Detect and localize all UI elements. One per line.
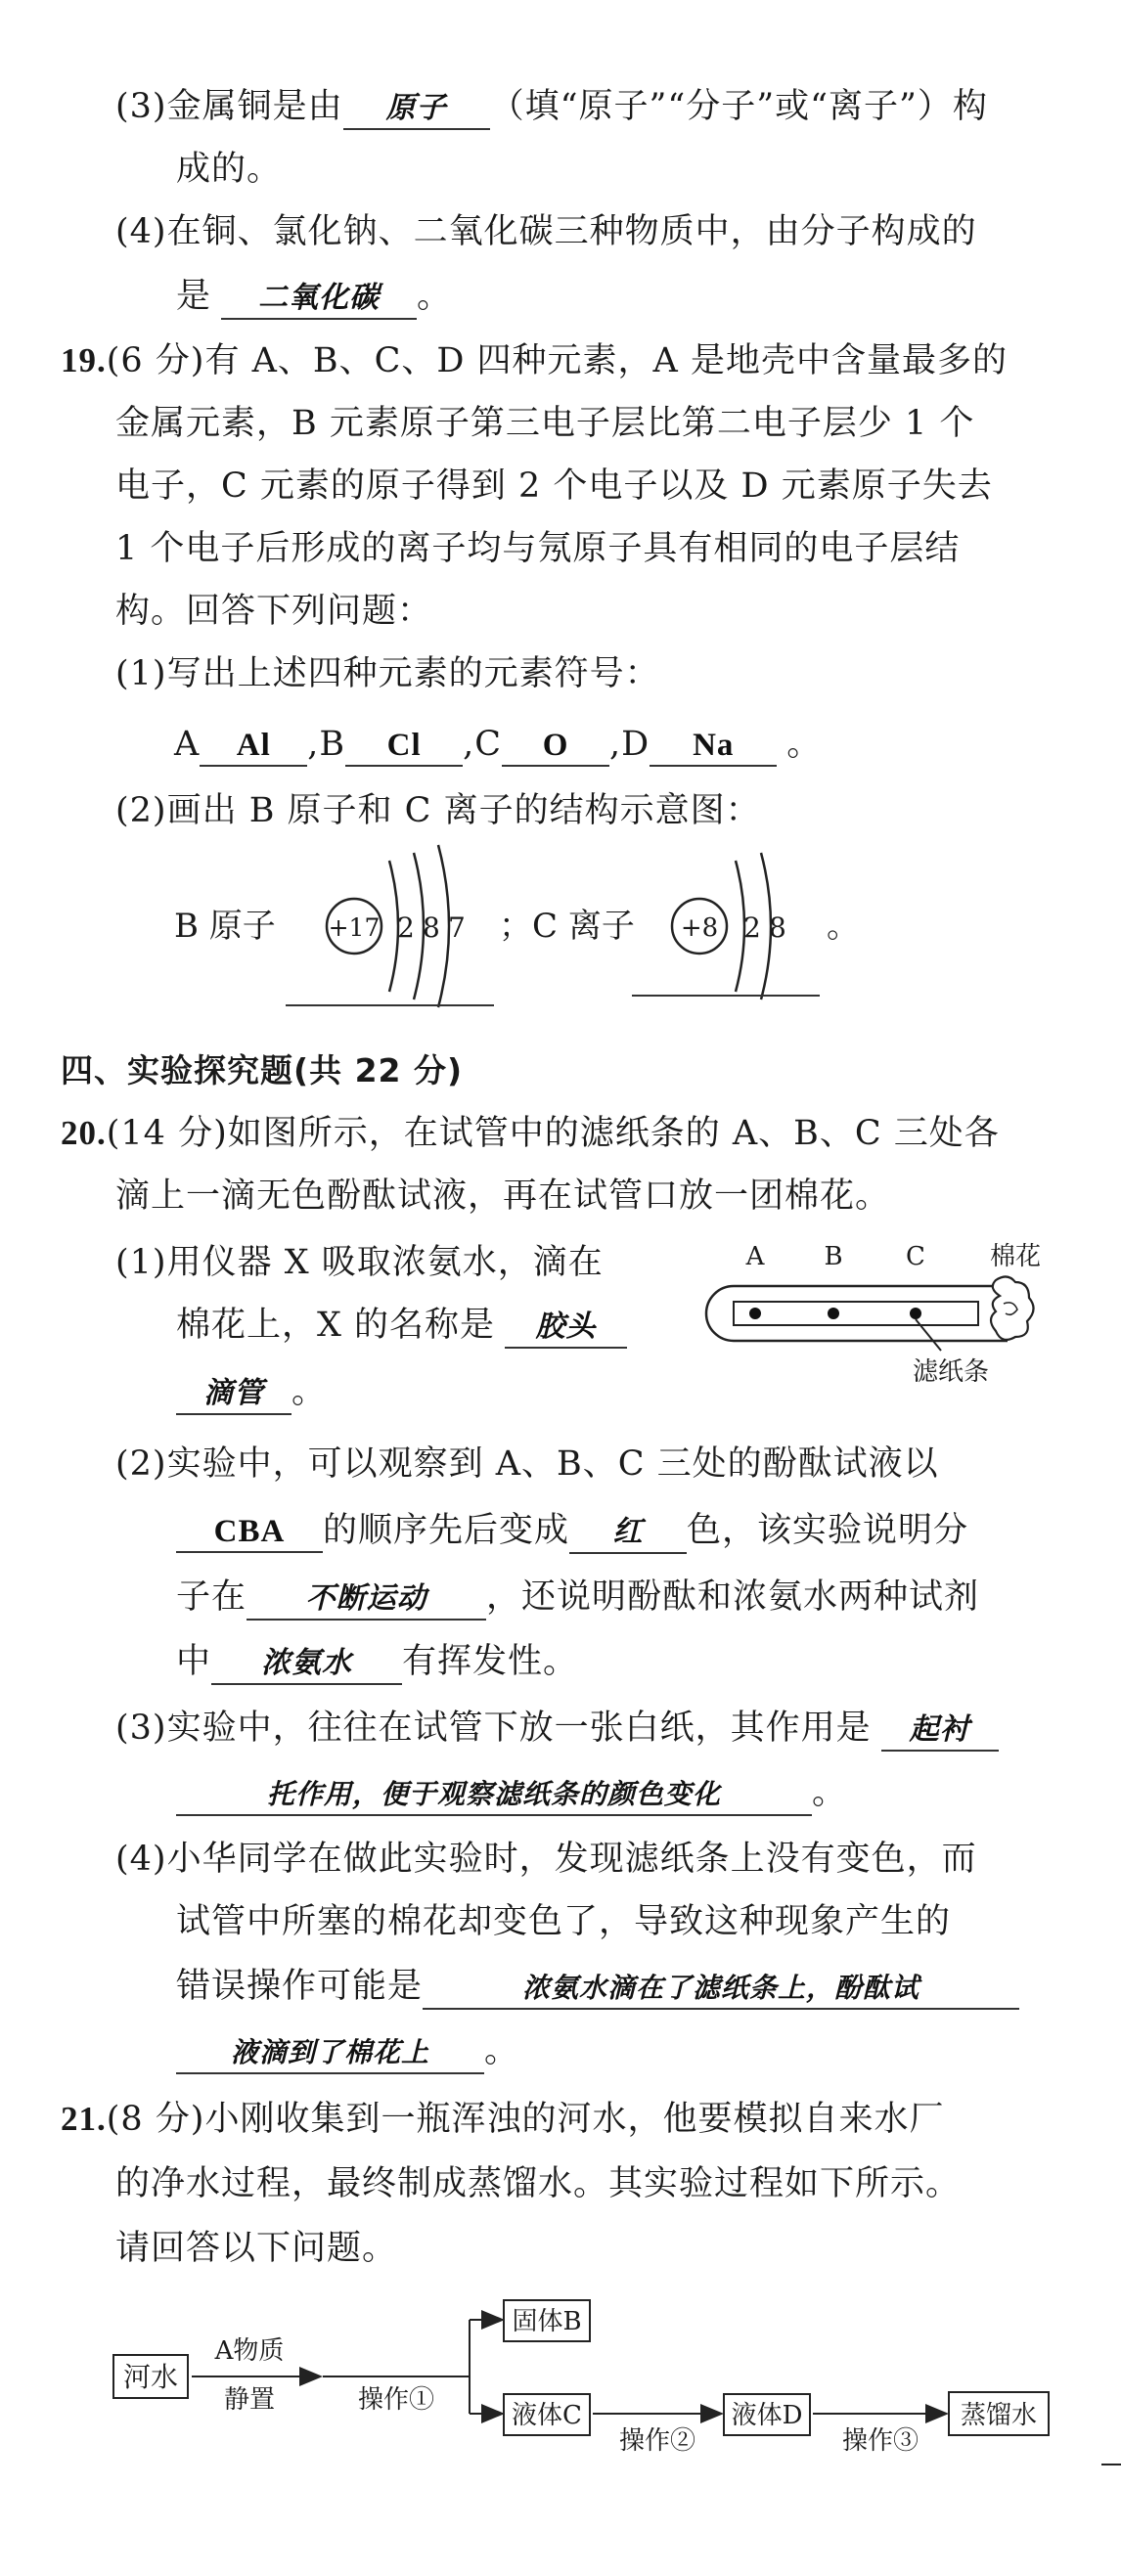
period: 。	[786, 725, 823, 764]
operation-3-label: 操作③	[841, 2426, 919, 2456]
q20-part2-line2	[176, 1508, 968, 1554]
q21-stem-1: (8 分)小刚收集到一瓶浑浊的河水，他要模拟自来水厂	[106, 2100, 945, 2139]
q20-part4-line1: (4)小华同学在做此实验时，发现滤纸条上没有变色，而	[115, 1840, 977, 1879]
q20-part1-line3	[176, 1369, 327, 1415]
period: 。	[812, 1773, 848, 1812]
answer-blank: 托作用，便于观察滤纸条的颜色变化	[176, 1775, 812, 1816]
answer-c: O	[502, 726, 609, 767]
distilled-water-label: 蒸馏水	[960, 2401, 1038, 2430]
answer-blank: 浓氨水滴在了滤纸条上，酚酞试	[423, 1969, 1019, 2010]
q19-part1: (1)写出上述四种元素的元素符号：	[115, 654, 660, 693]
q19-stem-1: (6 分)有 A、B、C、D 四种元素，A 是地壳中含量最多的	[106, 341, 1008, 380]
river-water-label: 河水	[122, 2361, 179, 2393]
answer-blank: 二氧化碳	[221, 279, 417, 320]
q20-part1-line2	[176, 1303, 627, 1349]
liquid-c-label: 液体C	[512, 2401, 582, 2430]
answer-blank: 浓氨水	[211, 1644, 402, 1685]
q18-part4-line1: (4)在铜、氯化钠、二氧化碳三种物质中，由分子构成的	[115, 212, 977, 251]
b-shell-1-count: 2	[397, 911, 415, 944]
answer-blank: 原子	[343, 89, 490, 130]
standing-label: 静置	[223, 2385, 276, 2415]
c-ion-label: ；C 离子	[499, 907, 635, 946]
atom-structure-diagrams	[0, 0, 1121, 1056]
period: 。	[417, 277, 453, 316]
answer-b: Cl	[345, 726, 463, 767]
b-atom-label: B 原子	[174, 907, 276, 946]
q20-part4-line4	[176, 2028, 519, 2074]
b-shell-2-count: 8	[423, 911, 440, 944]
label-a: A	[174, 725, 201, 764]
b-shell-3-count: 7	[448, 911, 466, 944]
q20-p4-text: 错误操作可能是	[176, 1967, 424, 2006]
answer-blank: 液滴到了棉花上	[176, 2033, 484, 2074]
label-cotton: 棉花	[989, 1242, 1042, 1271]
q21-line2: 的净水过程，最终制成蒸馏水。其实验过程如下所示。	[115, 2164, 962, 2203]
q19-line4: 1 个电子后形成的离子均与氖原子具有相同的电子层结	[115, 529, 961, 568]
q18-p4-text: 是	[176, 277, 212, 316]
label-c: C	[906, 1242, 925, 1271]
q19-part2: (2)画出 B 原子和 C 离子的结构示意图：	[115, 791, 761, 830]
q18-p3-text: (3)金属铜是由	[115, 87, 343, 126]
q20-p2-text: 的顺序先后变成	[323, 1511, 570, 1550]
operation-2-label: 操作②	[618, 2426, 696, 2456]
q20-part3-line1	[115, 1706, 999, 1752]
filter-paper-strip	[734, 1302, 978, 1325]
q18-p3-text-b: （填“原子”“分子”或“离子”）构	[489, 87, 988, 126]
q20-part2-line4	[176, 1639, 578, 1685]
b-nucleus-charge: +17	[328, 913, 381, 942]
q20-p2-text-f: 中	[176, 1642, 212, 1681]
period: 。	[484, 2031, 520, 2070]
answer-a: Al	[200, 726, 307, 767]
label-c: ,C	[463, 725, 503, 764]
drop-a	[749, 1308, 761, 1319]
q20-stem-1: (14 分)如图所示，在试管中的滤纸条的 A、B、C 三处各	[106, 1114, 1000, 1153]
test-tube-figure	[685, 1227, 1056, 1403]
q20-part2-line3	[176, 1575, 979, 1621]
q19-line5: 构。回答下列问题：	[115, 592, 433, 631]
process-flow-diagram	[0, 2288, 1121, 2484]
answer-blank: 胶头	[505, 1308, 627, 1349]
c-shell-1-count: 2	[743, 911, 761, 944]
q20-p3-text: (3)实验中，往往在试管下放一张白纸，其作用是	[115, 1709, 872, 1748]
a-substance-label: A物质	[214, 2336, 285, 2366]
section-heading: 四、实验探究题(共 22 分)	[61, 1051, 464, 1089]
solid-b-label: 固体B	[512, 2307, 582, 2336]
question-number: 20.	[61, 1114, 107, 1152]
answer-blank: 不断运动	[247, 1579, 486, 1621]
q21-line1	[61, 2097, 944, 2142]
q19-line3: 电子，C 元素的原子得到 2 个电子以及 D 元素原子失去	[115, 466, 993, 506]
q20-p2-text-g: 有挥发性。	[402, 1642, 579, 1681]
q21-line3: 请回答以下问题。	[115, 2229, 398, 2268]
drop-b	[828, 1308, 839, 1319]
q20-p1-text: 棉花上，X 的名称是	[176, 1306, 496, 1345]
c-shell-2-count: 8	[769, 911, 786, 944]
label-b: B	[824, 1242, 843, 1271]
period: 。	[291, 1372, 328, 1411]
answer-blank: CBA	[176, 1512, 323, 1553]
label-filter-paper: 滤纸条	[912, 1357, 990, 1387]
question-number: 21.	[61, 2100, 107, 2138]
q20-part4-line3	[176, 1964, 1019, 2010]
c-nucleus-charge: +8	[680, 913, 719, 943]
q20-p2-text-e: ，还说明酚酞和浓氨水两种试剂	[486, 1577, 980, 1617]
q19-line2: 金属元素，B 元素原子第三电子层比第二电子层少 1 个	[115, 404, 975, 443]
cotton-ball	[991, 1276, 1034, 1339]
q18-part3-line2: 成的。	[176, 150, 283, 189]
q20-part2-line1: (2)实验中，可以观察到 A、B、C 三处的酚酞试液以	[115, 1444, 939, 1484]
q20-line2: 滴上一滴无色酚酞试液，再在试管口放一团棉花。	[115, 1177, 891, 1216]
period: 。	[827, 907, 860, 946]
label-d: ,D	[609, 725, 650, 764]
answer-blank: 滴管	[176, 1374, 291, 1415]
q20-part1-line1: (1)用仪器 X 吸取浓氨水，滴在	[115, 1243, 604, 1282]
liquid-d-label: 液体D	[731, 2401, 803, 2430]
q20-part4-line2: 试管中所塞的棉花却变色了，导致这种现象产生的	[176, 1902, 952, 1941]
pointer-line	[916, 1319, 941, 1351]
q20-p2-text-c: 色，该实验说明分	[687, 1511, 969, 1550]
answer-blank: 起衬	[881, 1710, 999, 1752]
label-b: ,B	[307, 725, 346, 764]
drop-c	[910, 1308, 921, 1319]
q20-part3-line2	[176, 1770, 847, 1816]
answer-blank: 红	[569, 1513, 687, 1554]
q20-line1	[61, 1111, 1000, 1156]
operation-1-label: 操作①	[357, 2385, 435, 2415]
q20-p2-text-d: 子在	[176, 1577, 247, 1617]
answer-d: Na	[650, 726, 777, 767]
label-a: A	[745, 1242, 765, 1271]
question-number: 19.	[61, 341, 107, 379]
